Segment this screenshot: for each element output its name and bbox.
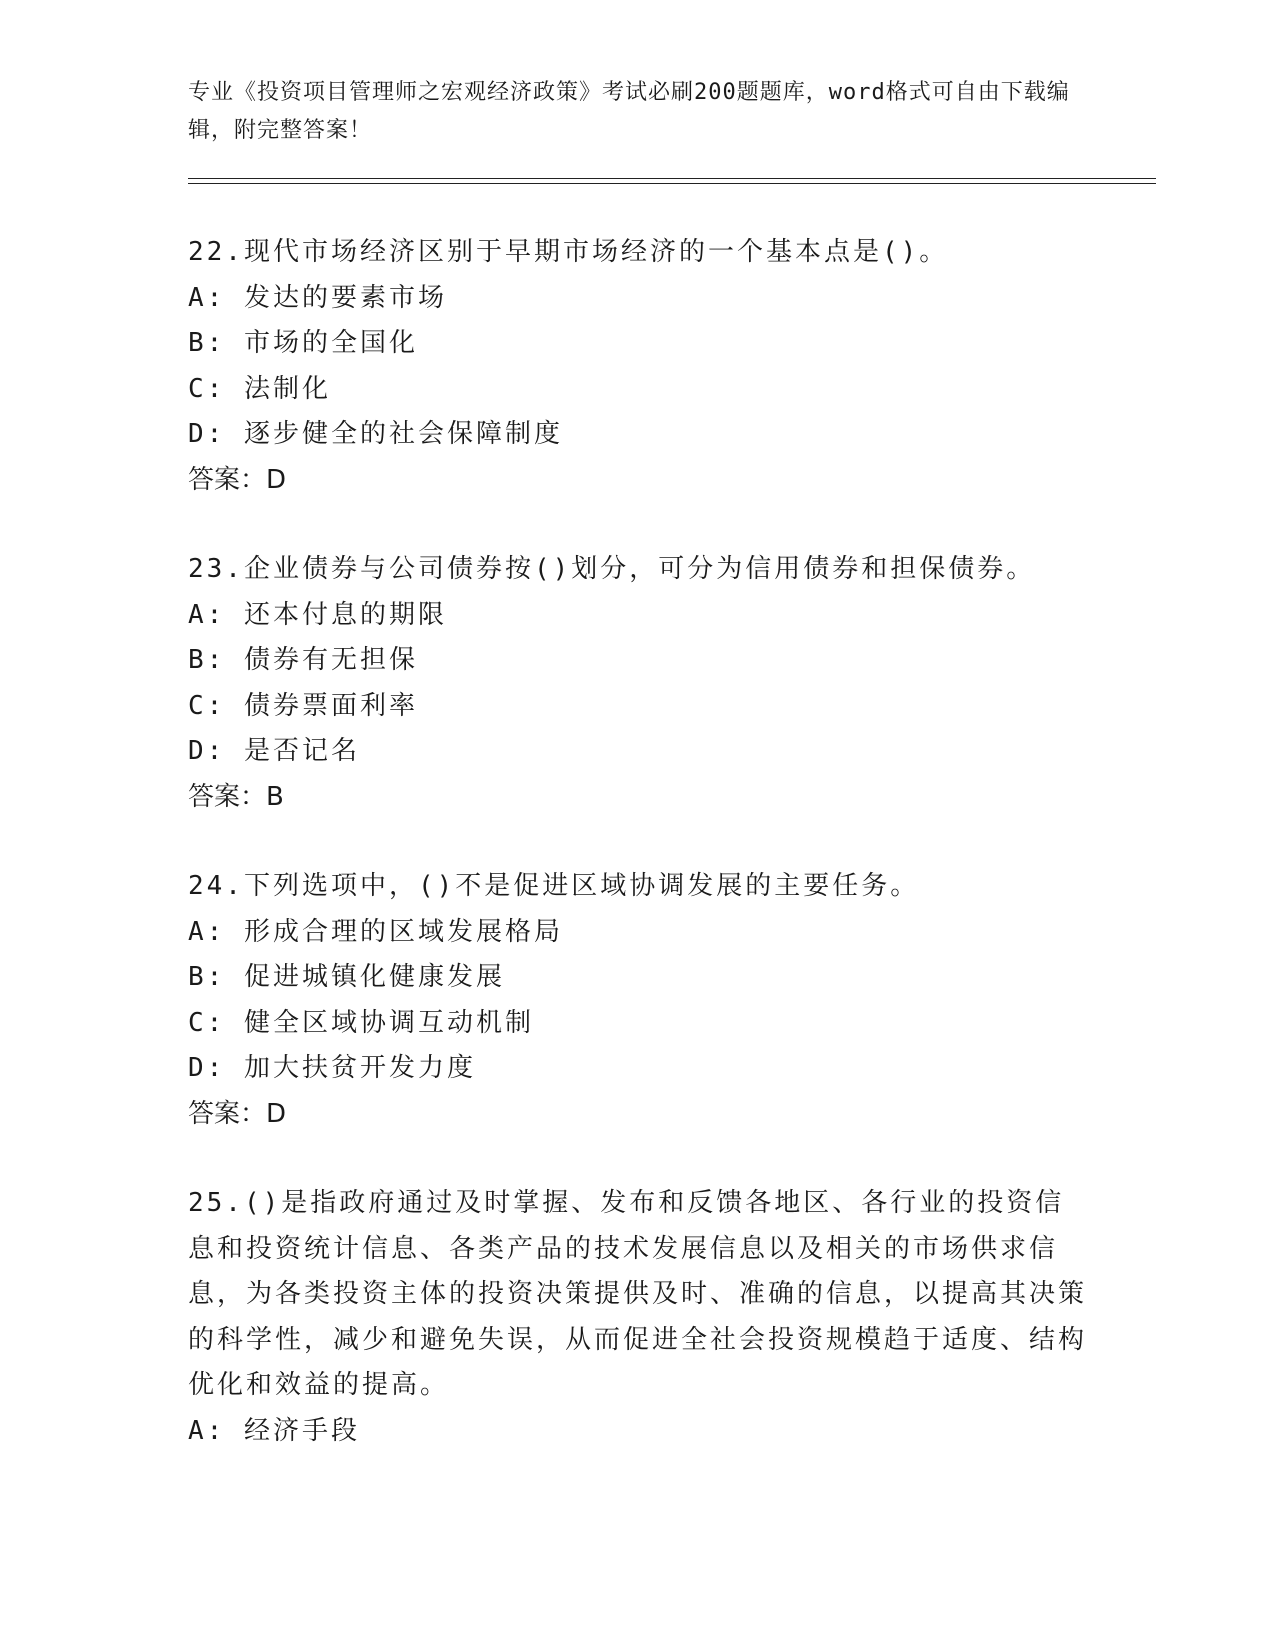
answer: 答案：B (188, 781, 284, 812)
question-text: 25.()是指政府通过及时掌握、发布和反馈各地区、各行业的投资信息和投资统计信息、各类产品的技术发展信息以及相关的市场供求信息，为各类投资主体的投资决策提供及时、准确的信息，以提高其决策的科学性，减少和避免失误，从而促进全社会投资规模趋于适度、结构优化和效益的提高。 (188, 1188, 1088, 1400)
option-b: B: 债券有无担保 (188, 645, 418, 675)
header-divider-top (188, 178, 1156, 179)
option-d: D: 是否记名 (188, 736, 360, 766)
option-d: D: 逐步健全的社会保障制度 (188, 419, 563, 449)
option-b: B: 促进城镇化健康发展 (188, 962, 505, 992)
option-b: B: 市场的全国化 (188, 328, 418, 358)
document-header: 专业《投资项目管理师之宏观经济政策》考试必刷200题题库，word格式可自由下载编辑，附完整答案！ (188, 80, 1070, 143)
option-a: A: 发达的要素市场 (188, 282, 447, 313)
answer: 答案：D (188, 464, 287, 495)
question-24 (188, 864, 1088, 1137)
option-c: C: 债券票面利率 (188, 690, 418, 721)
option-a: A: 经济手段 (188, 1415, 360, 1446)
question-22 (188, 230, 1088, 503)
option-a: A: 形成合理的区域发展格局 (188, 916, 563, 947)
option-c: C: 健全区域协调互动机制 (188, 1007, 534, 1038)
question-text: 23.企业债券与公司债券按()划分，可分为信用债券和担保债券。 (188, 554, 1036, 584)
question-text: 24.下列选项中，()不是促进区域协调发展的主要任务。 (188, 871, 920, 901)
option-d: D: 加大扶贫开发力度 (188, 1053, 476, 1083)
question-23 (188, 547, 1088, 820)
option-c: C: 法制化 (188, 373, 331, 404)
question-25 (188, 1181, 1088, 1454)
question-list (188, 230, 1088, 1498)
question-text: 22.现代市场经济区别于早期市场经济的一个基本点是()。 (188, 237, 949, 267)
option-a: A: 还本付息的期限 (188, 599, 447, 630)
header-divider-bottom (188, 183, 1156, 184)
answer: 答案：D (188, 1098, 287, 1129)
